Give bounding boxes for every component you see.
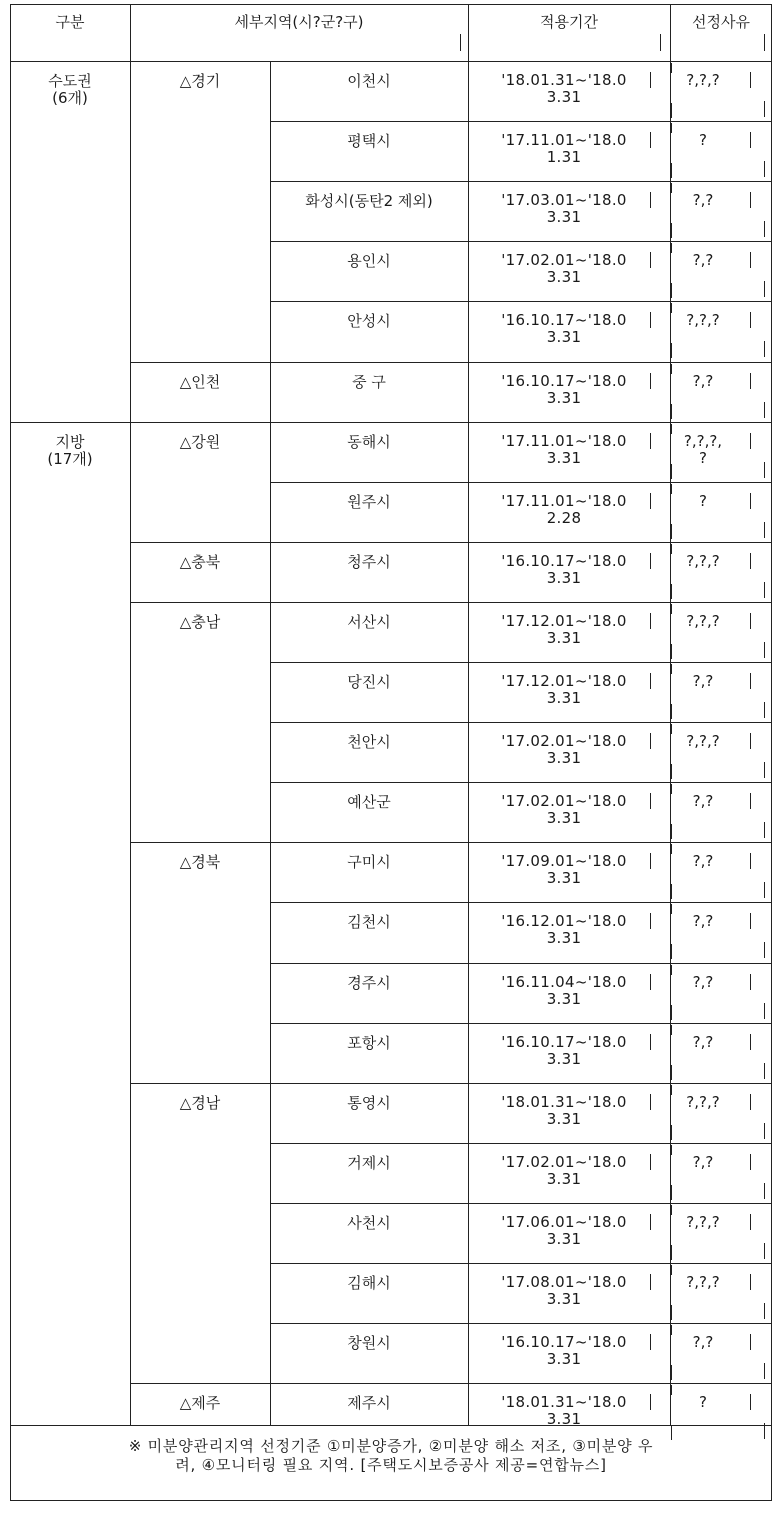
- period-cell: '16.10.17~'18.0 3.31: [501, 371, 627, 407]
- group-cell: 지방 (17개): [47, 432, 93, 468]
- row-divider: [270, 842, 772, 843]
- province-cell: △인천: [179, 372, 221, 391]
- period-tick-mark: [650, 673, 651, 689]
- period-cell: '16.10.17~'18.0 3.31: [501, 1032, 627, 1068]
- reason-tick-mark: [671, 604, 672, 614]
- row-divider: [270, 362, 772, 363]
- reason-tick-mark: [750, 192, 751, 208]
- reason-cell: ?,?: [692, 972, 714, 991]
- reason-tick-mark: [671, 904, 672, 914]
- row-divider: [270, 1083, 772, 1084]
- city-cell: 중 구: [352, 372, 386, 391]
- reason-tick-mark: [750, 1154, 751, 1170]
- header-divider: [10, 61, 772, 62]
- reason-tick-mark: [671, 183, 672, 193]
- reason-tick-mark: [671, 1085, 672, 1095]
- reason-tick-mark: [671, 1205, 672, 1215]
- period-tick-mark: [650, 613, 651, 629]
- reason-tick-mark: [671, 1365, 672, 1380]
- period-tick-mark: [650, 252, 651, 268]
- reason-tick-mark: [750, 433, 751, 449]
- period-cell: '16.10.17~'18.0 3.31: [501, 1333, 627, 1369]
- reason-cell: ?,?: [692, 1032, 714, 1051]
- header-tick-mark: [660, 34, 661, 51]
- period-tick-mark: [650, 1034, 651, 1050]
- reason-cell: ?,?,?: [686, 1092, 720, 1111]
- city-cell: 당진시: [347, 673, 391, 691]
- city-cell: 예산군: [347, 793, 391, 812]
- period-tick-mark: [650, 493, 651, 509]
- reason-tick-mark: [750, 673, 751, 689]
- city-cell: 김천시: [347, 913, 391, 932]
- reason-tick-mark: [671, 484, 672, 494]
- reason-tick-mark: [750, 793, 751, 809]
- reason-tick-mark: [764, 402, 765, 418]
- reason-tick-mark: [671, 644, 672, 659]
- reason-tick-mark: [750, 72, 751, 88]
- period-cell: '18.01.31~'18.0 3.31: [501, 1393, 627, 1429]
- period-cell: '17.11.01~'18.0 2.28: [501, 491, 627, 527]
- period-cell: '18.01.31~'18.0 3.31: [501, 1092, 627, 1128]
- reason-tick-mark: [671, 1245, 672, 1260]
- reason-tick-mark: [671, 163, 672, 178]
- reason-cell: ?: [699, 131, 707, 150]
- reason-tick-mark: [750, 1394, 751, 1410]
- city-cell: 용인시: [347, 252, 391, 271]
- reason-tick-mark: [764, 702, 765, 718]
- reason-tick-mark: [764, 642, 765, 658]
- row-divider: [270, 482, 772, 483]
- period-cell: '17.02.01~'18.0 3.31: [501, 251, 627, 287]
- period-tick-mark: [650, 1094, 651, 1110]
- period-tick-mark: [650, 1274, 651, 1290]
- period-cell: '18.01.31~'18.0 3.31: [501, 71, 627, 106]
- reason-tick-mark: [671, 1145, 672, 1155]
- reason-tick-mark: [764, 161, 765, 177]
- header-tick-mark: [460, 34, 461, 51]
- city-cell: 화성시(동탄2 제외): [305, 192, 433, 211]
- row-divider: [270, 902, 772, 903]
- reason-tick-mark: [764, 1003, 765, 1019]
- row-divider: [270, 542, 772, 543]
- row-divider: [270, 1323, 772, 1324]
- reason-tick-mark: [764, 522, 765, 538]
- period-cell: '16.11.04~'18.0 3.31: [501, 972, 627, 1008]
- period-tick-mark: [650, 913, 651, 929]
- reason-tick-mark: [671, 424, 672, 434]
- reason-tick-mark: [671, 1385, 672, 1395]
- reason-cell: ?,?: [692, 251, 714, 270]
- reason-tick-mark: [750, 373, 751, 389]
- reason-tick-mark: [671, 1265, 672, 1275]
- city-cell: 원주시: [347, 492, 391, 511]
- reason-cell: ?,?,?: [686, 732, 720, 751]
- reason-tick-mark: [764, 1063, 765, 1079]
- row-divider: [270, 1023, 772, 1024]
- reason-cell: ?,?,?, ?: [683, 431, 723, 467]
- row-divider: [270, 241, 772, 242]
- period-cell: '16.10.17~'18.0 3.31: [501, 311, 627, 347]
- period-tick-mark: [650, 1154, 651, 1170]
- city-cell: 서산시: [347, 612, 391, 631]
- period-cell: '17.12.01~'18.0 3.31: [501, 611, 627, 647]
- row-divider: [270, 1263, 772, 1264]
- reason-cell: ?,?: [692, 852, 714, 871]
- period-cell: '17.11.01~'18.0 1.31: [501, 131, 627, 167]
- reason-tick-mark: [750, 493, 751, 509]
- reason-tick-mark: [764, 221, 765, 237]
- reason-tick-mark: [764, 1183, 765, 1199]
- period-cell: '17.06.01~'18.0 3.31: [501, 1212, 627, 1248]
- reason-tick-mark: [764, 882, 765, 898]
- period-cell: '16.10.17~'18.0 3.31: [501, 551, 627, 587]
- row-divider: [270, 1383, 772, 1384]
- period-tick-mark: [650, 853, 651, 869]
- group-cell: 수도권 (6개): [48, 72, 92, 107]
- province-cell: △강원: [179, 432, 221, 451]
- reason-tick-mark: [671, 303, 672, 313]
- row-divider: [270, 1203, 772, 1204]
- province-cell: △충남: [179, 612, 221, 631]
- reason-cell: ?,?,?: [686, 71, 720, 89]
- province-cell: △제주: [179, 1394, 221, 1413]
- province-divider: [130, 422, 270, 423]
- header-col-divider: [468, 4, 469, 61]
- reason-cell: ?,?: [692, 1333, 714, 1352]
- reason-tick-mark: [671, 1005, 672, 1020]
- province-cell: △충북: [179, 552, 221, 571]
- period-tick-mark: [650, 433, 651, 449]
- reason-tick-mark: [671, 1305, 672, 1320]
- city-cell: 포항시: [347, 1033, 391, 1052]
- city-cell: 김해시: [347, 1274, 391, 1292]
- group-divider: [10, 422, 130, 423]
- period-cell: '17.11.01~'18.0 3.31: [501, 431, 627, 467]
- period-cell: '17.09.01~'18.0 3.31: [501, 852, 627, 888]
- header-region: 세부지역(시?군?구): [234, 13, 364, 31]
- reason-tick-mark: [750, 1094, 751, 1110]
- province-divider: [130, 542, 270, 543]
- reason-tick-mark: [764, 582, 765, 598]
- reason-tick-mark: [671, 123, 672, 133]
- reason-tick-mark: [671, 884, 672, 899]
- period-cell: '17.08.01~'18.0 3.31: [501, 1273, 627, 1308]
- period-tick-mark: [650, 974, 651, 990]
- reason-cell: ?,?: [692, 792, 714, 811]
- col-divider: [130, 61, 131, 1425]
- reason-tick-mark: [671, 464, 672, 479]
- reason-tick-mark: [671, 243, 672, 253]
- reason-tick-mark: [750, 312, 751, 328]
- reason-tick-mark: [764, 281, 765, 297]
- row-divider: [270, 1143, 772, 1144]
- city-cell: 천안시: [347, 733, 391, 752]
- reason-tick-mark: [671, 824, 672, 839]
- period-tick-mark: [650, 312, 651, 328]
- reason-tick-mark: [750, 974, 751, 990]
- reason-tick-mark: [671, 544, 672, 554]
- province-divider: [130, 1083, 270, 1084]
- reason-cell: ?: [699, 491, 707, 510]
- city-cell: 거제시: [347, 1153, 391, 1172]
- header-col-divider: [670, 4, 671, 61]
- province-cell: △경남: [179, 1093, 221, 1112]
- period-tick-mark: [650, 553, 651, 569]
- header-col-divider: [130, 4, 131, 61]
- period-tick-mark: [650, 1394, 651, 1410]
- province-divider: [130, 842, 270, 843]
- reason-tick-mark: [750, 1214, 751, 1230]
- reason-tick-mark: [671, 364, 672, 374]
- reason-tick-mark: [671, 764, 672, 779]
- reason-tick-mark: [671, 724, 672, 734]
- row-divider: [270, 422, 772, 423]
- row-divider: [270, 301, 772, 302]
- reason-cell: ?: [699, 1393, 707, 1412]
- reason-tick-mark: [750, 1274, 751, 1290]
- row-divider: [270, 602, 772, 603]
- city-cell: 청주시: [347, 552, 391, 571]
- reason-tick-mark: [750, 733, 751, 749]
- reason-tick-mark: [764, 1303, 765, 1319]
- period-tick-mark: [650, 72, 651, 88]
- reason-tick-mark: [671, 944, 672, 959]
- reason-tick-mark: [671, 584, 672, 599]
- reason-tick-mark: [764, 101, 765, 117]
- header-group: 구분: [55, 13, 85, 31]
- reason-cell: ?,?: [692, 672, 714, 690]
- reason-tick-mark: [671, 404, 672, 419]
- row-divider: [270, 662, 772, 663]
- reason-tick-mark: [671, 1065, 672, 1080]
- row-divider: [270, 722, 772, 723]
- reason-tick-mark: [764, 942, 765, 958]
- period-cell: '16.12.01~'18.0 3.31: [501, 912, 627, 948]
- city-cell: 구미시: [347, 853, 391, 872]
- reason-tick-mark: [671, 283, 672, 298]
- reason-tick-mark: [764, 1243, 765, 1259]
- reason-tick-mark: [671, 704, 672, 719]
- reason-tick-mark: [764, 341, 765, 357]
- period-tick-mark: [650, 132, 651, 148]
- period-cell: '17.03.01~'18.0 3.31: [501, 191, 627, 227]
- reason-tick-mark: [671, 1125, 672, 1140]
- reason-tick-mark: [750, 1034, 751, 1050]
- reason-cell: ?,?: [692, 912, 714, 931]
- reason-tick-mark: [750, 553, 751, 569]
- city-cell: 사천시: [347, 1213, 391, 1232]
- city-cell: 안성시: [347, 312, 391, 331]
- city-cell: 평택시: [347, 132, 391, 151]
- province-cell: △경북: [179, 853, 221, 872]
- period-cell: '17.02.01~'18.0 3.31: [501, 732, 627, 768]
- city-cell: 이천시: [347, 72, 391, 90]
- reason-cell: ?,?: [692, 191, 714, 210]
- period-tick-mark: [650, 373, 651, 389]
- footnote-text: ※ 미분양관리지역 선정기준 ①미분양증가, ②미분양 해소 저조, ③미분양 우 려, ④모니터링 필요 지역. [주택도시보증공사 제공=연합뉴스]: [128, 1437, 654, 1474]
- row-divider: [270, 963, 772, 964]
- reason-tick-mark: [671, 965, 672, 975]
- reason-tick-mark: [750, 613, 751, 629]
- city-cell: 창원시: [347, 1334, 391, 1353]
- reason-tick-mark: [671, 1325, 672, 1335]
- reason-tick-mark: [750, 132, 751, 148]
- reason-cell: ?,?,?: [686, 1212, 720, 1231]
- reason-cell: ?,?,?: [686, 311, 720, 330]
- reason-cell: ?,?,?: [686, 611, 720, 630]
- reason-tick-mark: [764, 762, 765, 778]
- city-cell: 통영시: [347, 1093, 391, 1112]
- footnote: [14, 1437, 768, 1475]
- row-divider: [270, 181, 772, 182]
- header-reason: 선정사유: [692, 13, 750, 31]
- row-divider: [270, 782, 772, 783]
- reason-tick-mark: [764, 1123, 765, 1139]
- province-divider: [130, 362, 270, 363]
- reason-tick-mark: [671, 844, 672, 854]
- header-period: 적용기간: [540, 13, 598, 31]
- reason-tick-mark: [671, 223, 672, 238]
- header-tick-mark: [764, 34, 765, 51]
- reason-tick-mark: [671, 1025, 672, 1035]
- reason-cell: ?,?,?: [686, 1273, 720, 1291]
- reason-cell: ?,?: [692, 1152, 714, 1171]
- period-tick-mark: [650, 793, 651, 809]
- row-divider: [270, 121, 772, 122]
- reason-tick-mark: [671, 1185, 672, 1200]
- reason-cell: ?,?: [692, 371, 714, 390]
- period-tick-mark: [650, 192, 651, 208]
- reason-cell: ?,?,?: [686, 551, 720, 570]
- reason-tick-mark: [764, 822, 765, 838]
- period-cell: '17.02.01~'18.0 3.31: [501, 1152, 627, 1188]
- city-cell: 경주시: [347, 973, 391, 992]
- province-cell: △경기: [179, 72, 221, 90]
- reason-tick-mark: [671, 343, 672, 358]
- period-tick-mark: [650, 1334, 651, 1350]
- period-tick-mark: [650, 733, 651, 749]
- reason-tick-mark: [750, 913, 751, 929]
- reason-tick-mark: [671, 524, 672, 539]
- reason-tick-mark: [764, 1363, 765, 1379]
- reason-tick-mark: [764, 462, 765, 478]
- province-divider: [130, 602, 270, 603]
- reason-tick-mark: [750, 853, 751, 869]
- reason-tick-mark: [750, 252, 751, 268]
- city-cell: 제주시: [347, 1394, 391, 1413]
- province-divider: [130, 1383, 270, 1384]
- reason-tick-mark: [750, 1334, 751, 1350]
- period-cell: '17.12.01~'18.0 3.31: [501, 672, 627, 707]
- period-tick-mark: [650, 1214, 651, 1230]
- reason-tick-mark: [671, 63, 672, 73]
- reason-tick-mark: [671, 664, 672, 674]
- city-cell: 동해시: [347, 432, 391, 451]
- reason-tick-mark: [671, 784, 672, 794]
- period-cell: '17.02.01~'18.0 3.31: [501, 792, 627, 828]
- reason-tick-mark: [671, 103, 672, 118]
